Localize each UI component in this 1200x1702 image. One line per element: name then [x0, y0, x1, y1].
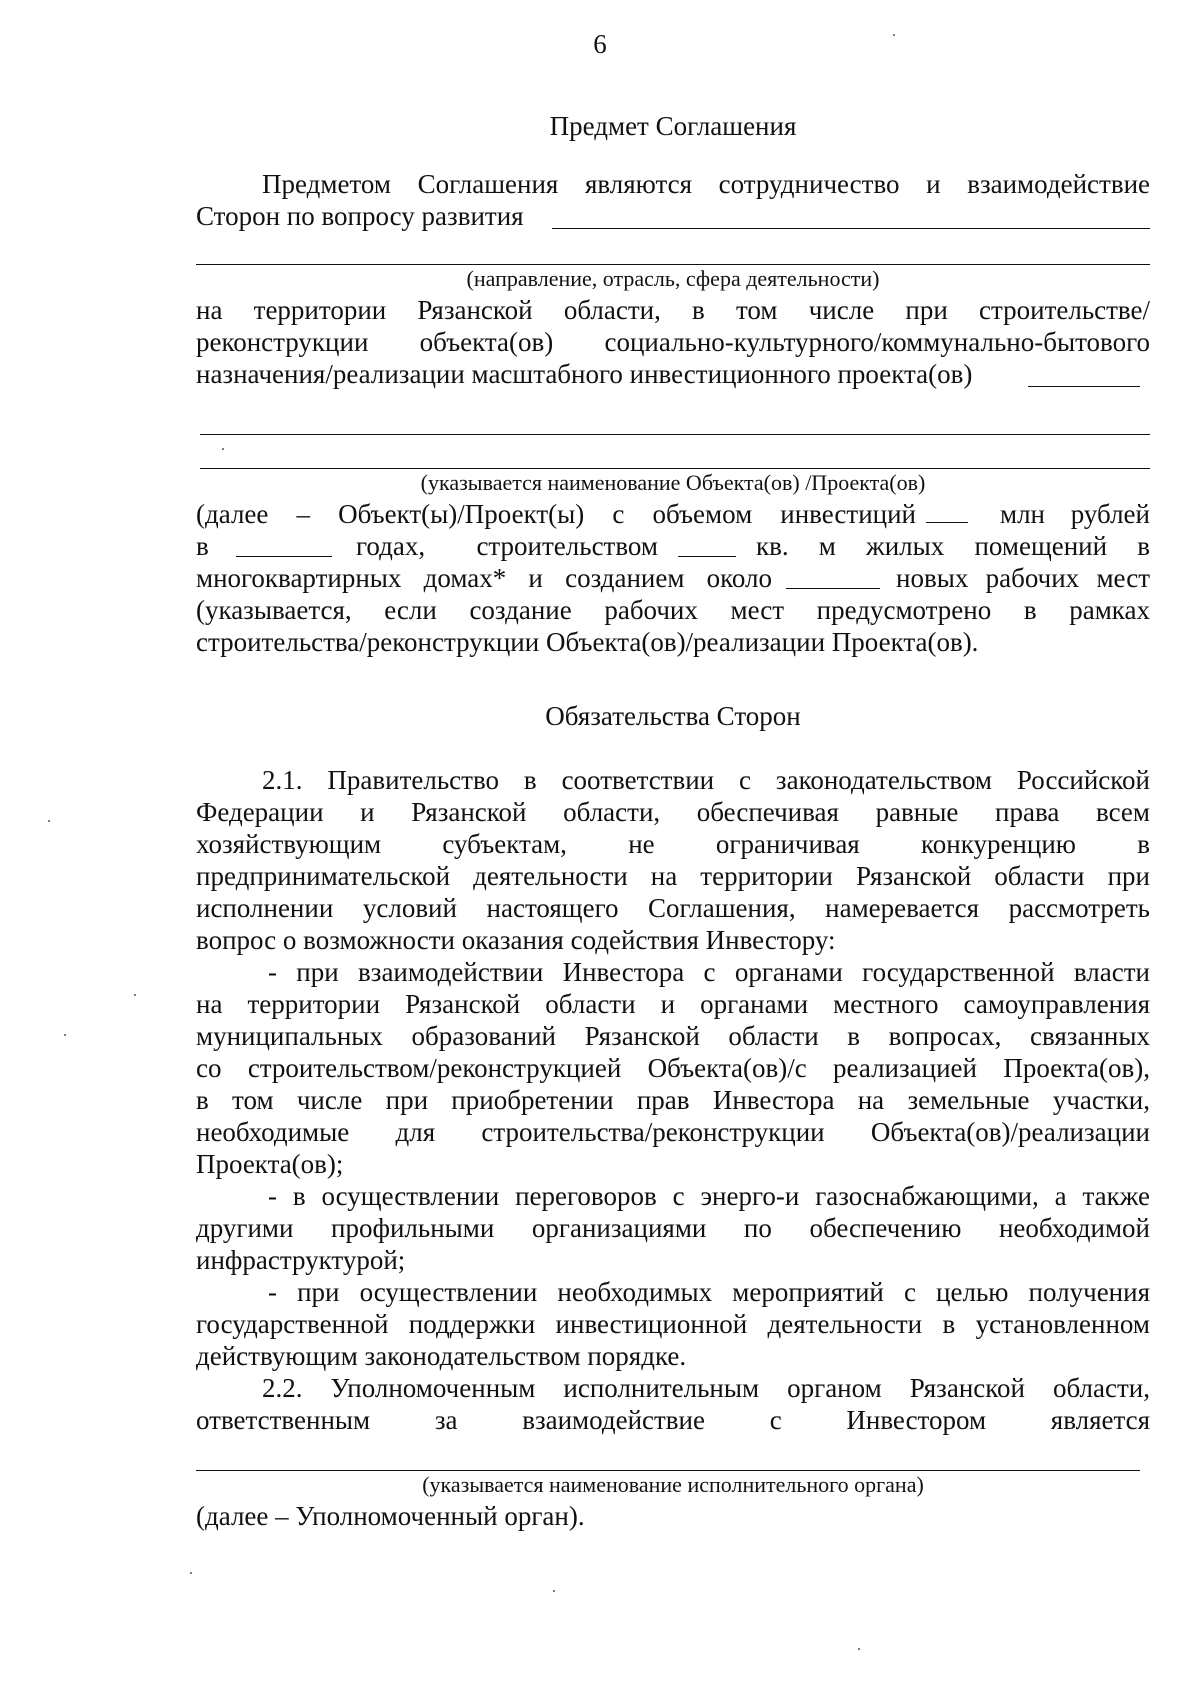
- field-caption: (направление, отрасль, сфера деятельности): [466, 266, 880, 291]
- section-heading: Обязательства Сторон: [545, 701, 801, 731]
- paragraph-line: в том числе при приобретении прав Инвестора на земельные участки,: [196, 1085, 1150, 1115]
- paragraph-line: исполнении условий настоящего Соглашения, намеревается рассмотреть: [196, 893, 1150, 923]
- paragraph-line: кв. м жилых помещений в: [756, 531, 1150, 561]
- paragraph-line: млн рублей: [1000, 499, 1150, 529]
- paragraph-line: новых рабочих мест: [896, 563, 1150, 593]
- paragraph-line: строительства/реконструкции Объекта(ов)/реализации Проекта(ов).: [196, 627, 979, 657]
- field-caption: (указывается наименование Объекта(ов) /Проекта(ов): [420, 470, 926, 495]
- paragraph-line: в: [196, 531, 209, 561]
- paragraph-line: другими профильными организациями по обеспечению необходимой: [196, 1213, 1150, 1243]
- paragraph-line: годах, строительством: [356, 531, 658, 561]
- scan-speck: [190, 1572, 192, 1574]
- list-item: - в осуществлении переговоров с энерго-и газоснабжающими, а также: [268, 1181, 1150, 1211]
- paragraph-line: Проекта(ов);: [196, 1149, 344, 1179]
- scan-speck: [893, 34, 895, 36]
- paragraph-line: 2.1. Правительство в соответствии с законодательством Российской: [262, 765, 1150, 795]
- paragraph-line: со строительством/реконструкцией Объекта(ов)/с реализацией Проекта(ов),: [196, 1053, 1150, 1083]
- list-item: - при взаимодействии Инвестора с органами государственной власти: [268, 957, 1150, 987]
- scan-speck: [858, 1648, 860, 1650]
- paragraph-line: вопрос о возможности оказания содействия Инвестору:: [196, 925, 836, 955]
- fill-in-blank-project: [200, 434, 1150, 435]
- paragraph-line: Сторон по вопросу развития: [196, 201, 524, 231]
- paragraph-line: предпринимательской деятельности на территории Рязанской области при: [196, 861, 1150, 891]
- paragraph-line: (далее – Объект(ы)/Проект(ы) с объемом инвестиций: [196, 499, 916, 529]
- paragraph-line: инфраструктурой;: [196, 1245, 406, 1275]
- paragraph-line: действующим законодательством порядке.: [196, 1341, 687, 1371]
- scan-speck: [553, 1590, 555, 1592]
- paragraph-line: реконструкции объекта(ов) социально-культурного/коммунально-бытового: [196, 327, 1150, 357]
- fill-in-blank-project: [1028, 386, 1140, 387]
- list-item: - при осуществлении необходимых мероприятий с целью получения: [268, 1277, 1150, 1307]
- fill-in-blank-direction: [196, 264, 1150, 265]
- fill-in-blank-authority: [196, 1470, 1140, 1471]
- fill-in-blank-years: [236, 556, 332, 557]
- fill-in-blank-area: [678, 556, 736, 557]
- paragraph-line: необходимые для строительства/реконструкции Объекта(ов)/реализации: [196, 1117, 1150, 1147]
- fill-in-blank-direction: [552, 228, 1150, 229]
- field-caption: (указывается наименование исполнительного органа): [422, 1472, 924, 1497]
- paragraph-line: назначения/реализации масштабного инвестиционного проекта(ов): [196, 359, 973, 389]
- fill-in-blank-jobs: [786, 588, 880, 589]
- fill-in-blank-project: [200, 468, 1150, 469]
- paragraph-line: на территории Рязанской области, в том числе при строительстве/: [196, 295, 1150, 325]
- paragraph-line: на территории Рязанской области и органами местного самоуправления: [196, 989, 1150, 1019]
- section-heading: Предмет Соглашения: [549, 111, 797, 141]
- paragraph-line: 2.2. Уполномоченным исполнительным органом Рязанской области,: [262, 1373, 1150, 1403]
- fill-in-blank-investment: [926, 522, 968, 523]
- scan-speck: [64, 1034, 66, 1036]
- page-number: 6: [593, 29, 607, 59]
- scan-speck: [134, 994, 136, 996]
- scan-speck: [222, 448, 224, 450]
- paragraph-line: (далее – Уполномоченный орган).: [196, 1501, 585, 1531]
- paragraph-line: ответственным за взаимодействие с Инвестором является: [196, 1405, 1150, 1435]
- paragraph-line: государственной поддержки инвестиционной деятельности в установленном: [196, 1309, 1150, 1339]
- paragraph-line: многоквартирных домах* и созданием около: [196, 563, 772, 593]
- scan-speck: [48, 820, 50, 822]
- paragraph-line: Предметом Соглашения являются сотрудничество и взаимодействие: [262, 169, 1150, 199]
- paragraph-line: Федерации и Рязанской области, обеспечивая равные права всем: [196, 797, 1150, 827]
- paragraph-line: хозяйствующим субъектам, не ограничивая конкуренцию в: [196, 829, 1150, 859]
- paragraph-line: муниципальных образований Рязанской области в вопросах, связанных: [196, 1021, 1150, 1051]
- paragraph-line: (указывается, если создание рабочих мест предусмотрено в рамках: [196, 595, 1150, 625]
